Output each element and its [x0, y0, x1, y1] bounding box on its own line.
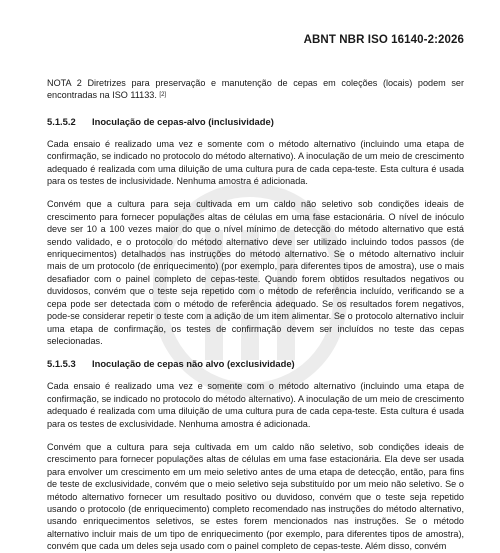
- note-paragraph: [47, 77, 464, 102]
- section-number: 5.1.5.3: [47, 358, 76, 370]
- section-heading-exclusivity: [47, 358, 464, 370]
- note-reference: [2]: [159, 92, 167, 99]
- section-number: 5.1.5.2: [47, 115, 76, 127]
- section-title: Inoculação de cepas-alvo (inclusividade): [92, 115, 274, 127]
- section-heading-inclusivity: [47, 116, 464, 128]
- paragraph: Cada ensaio é realizado uma vez e somente com o método alternativo (incluindo uma etapa de confirmação, se indicado no protocolo do método alternativo). A inoculação de um meio de crescimento adequado é realizada com uma diluição de uma cultura pura de cada cepa-teste. Esta cultura é usada para os testes de inclusividade. Nenhuma amostra é adicionada.: [47, 138, 464, 187]
- paragraph: Convém que a cultura para seja cultivada em um caldo não seletivo sob condições ideais de crescimento para fornecer populações altas de células em uma fase estacionária. O nível de inóculo deve ser 10 a 100 vezes maior do que o nível mínimo de detecção do método alternativo que está sendo validado, e o protocolo do método alternativo deve ser utilizado incluindo todos passos (de enriquecimentos) detalhados nas instruções do método alternativo. Se o método alternativo incluir mais de um protocolo (de enriquecimento) (por exemplo, para diferentes tipos de amostra), use o mais desafiador com o painel completo de cepas-teste. Quando forem obtidos resultados negativos ou duvidosos, convém que o teste seja repetido com o método de referência incluído, verificando se a cepa pode ser detectada com o método de referência adequado. Se os resultados forem negativos, pode-se considerar repetir o teste com a adição de um item alimentar. Se o protocolo alternativo incluir uma etapa de confirmação, os testes de confirmação devem ser incluídos no teste das cepas selecionadas.: [47, 199, 464, 346]
- document-body: [47, 77, 464, 553]
- paragraph: Convém que a cultura para seja cultivada em um caldo não seletivo, sob condições ideais de crescimento para fornecer populações altas de células em uma fase estacionária. Ela deve ser usada para envolver um crescimento em um meio seletivo antes de uma etapa de detecção, então, para fins de teste de exclusividade, convém que o meio seletivo seja substituído por um meio não seletivo. Se o método alternativo fornecer um resultado positivo ou duvidoso, convém que o teste seja repetido usando o protocolo (de enriquecimento) completo recomendado nas instruções do método alternativo, usando enriquecimentos seletivos, se estes forem mencionados nas instruções. Se o método alternativo incluir mais de um tipo de enriquecimento (por exemplo, para diferentes tipos de amostra), convém que cada um deles seja usado com o painel completo de cepas-teste. Além disso, convém: [47, 441, 464, 552]
- note-text: NOTA 2 Diretrizes para preservação e manutenção de cepas em coleções (locais) podem ser encontradas na ISO 11133.: [47, 78, 464, 101]
- section-title: Inoculação de cepas não alvo (exclusividade): [92, 358, 295, 370]
- standard-code: ABNT NBR ISO 16140-2:2026: [303, 34, 464, 46]
- paragraph: Cada ensaio é realizado uma vez e somente com o método alternativo (incluindo uma etapa de confirmação, se indicado no protocolo do método alternativo). A inoculação de um meio de crescimento adequado é realizada com uma diluição de uma cultura pura de cada cepa-teste. Esta cultura é usada para os testes de exclusividade. Nenhuma amostra é adicionada.: [47, 381, 464, 429]
